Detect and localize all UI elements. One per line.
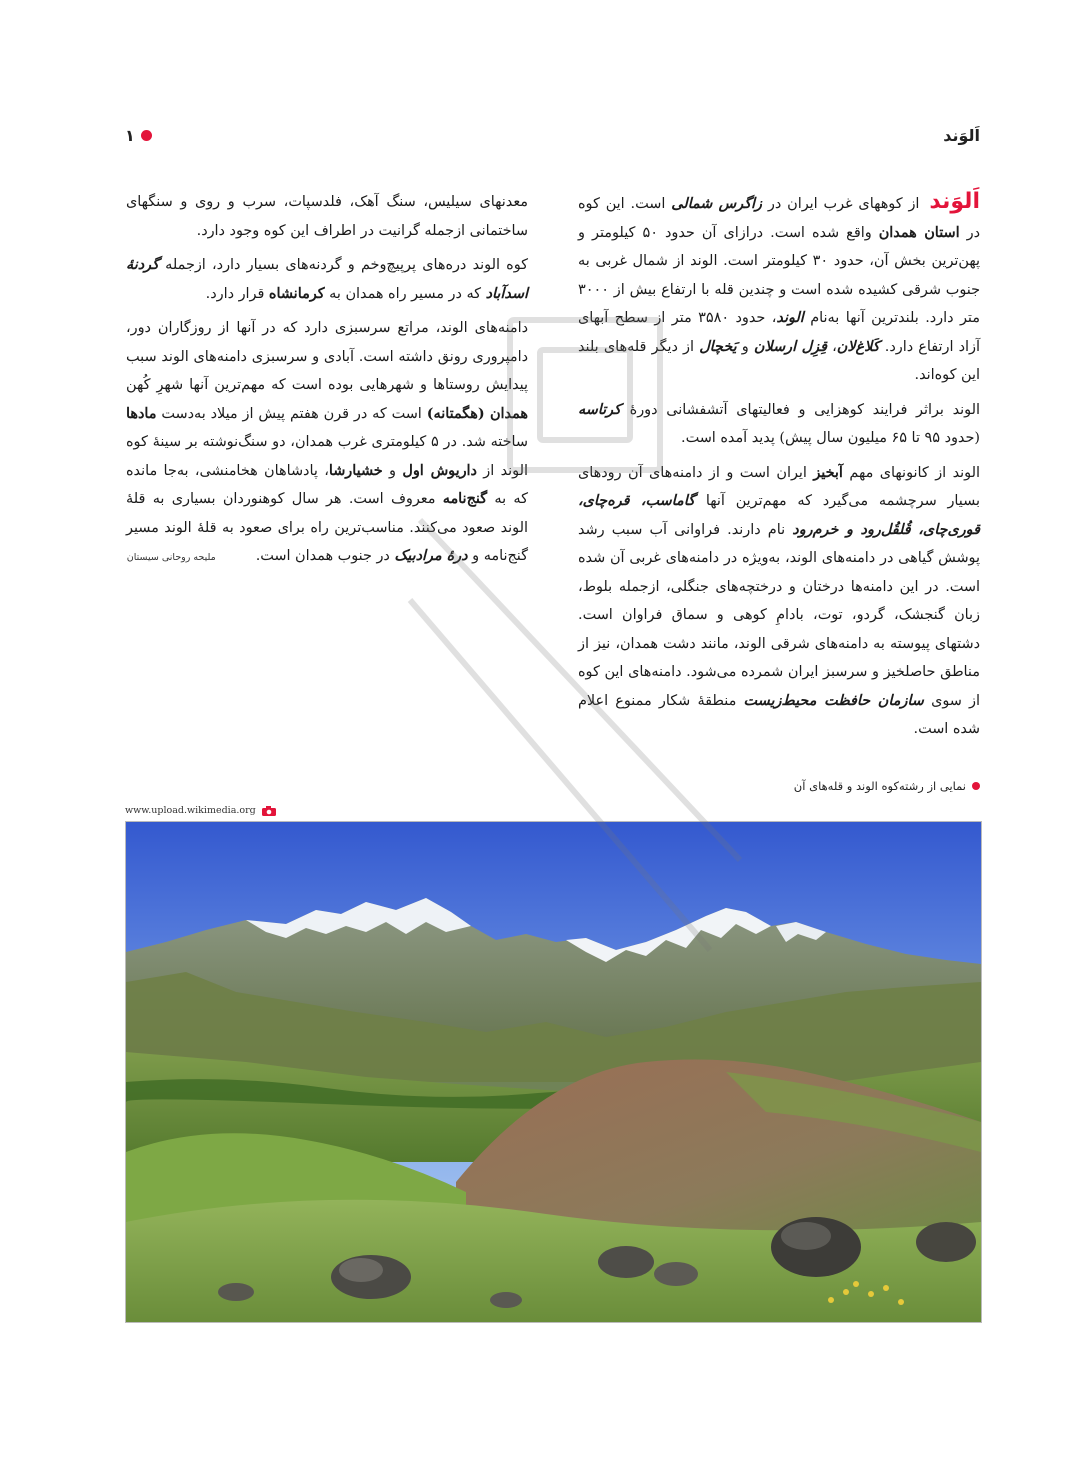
paragraph-6 bbox=[126, 314, 528, 573]
term-asadabad-pass: گردنهٔ اسدآباد bbox=[126, 256, 528, 302]
term-darius: داریوش اول bbox=[402, 461, 477, 479]
text-run: واقع شده است. درازای آن حدود ۵۰ کیلومتر و پهن‌ترین بخش آن، حدود ۳۰ کیلومتر است. الوند از شمال غربی به جنوب شرقی کشیده شده است و چندین قله با ارتفاع بیش از ۳۰۰۰ متر دارد. بلندترین آنها به‌نام bbox=[578, 224, 980, 326]
text-run: و bbox=[736, 338, 754, 355]
camera-icon bbox=[262, 806, 276, 816]
paragraph-2 bbox=[578, 396, 980, 453]
text-run: و bbox=[382, 462, 403, 479]
term-moradbeik-valley: درهٔ مرادبیک bbox=[394, 547, 468, 564]
term-kermanshah: کرمانشاه bbox=[268, 284, 325, 302]
text-run: منطقهٔ شکار ممنوع اعلام شده است. bbox=[578, 692, 980, 737]
page-header bbox=[125, 126, 980, 150]
caption-text: نمایی از رشته‌کوه الوند و قله‌های آن bbox=[793, 779, 966, 793]
article-right-column bbox=[578, 188, 980, 750]
paragraph-5 bbox=[126, 251, 528, 308]
term-alvand: الوند bbox=[776, 309, 804, 326]
text-run: معروف است. هر سال کوهنوردان بسیاری به قلهٔ الوند صعود می‌کنند. مناسب‌ترین راه برای صعود به قلهٔ الوند مسیر گنج‌نامه و bbox=[126, 491, 528, 564]
text-run: قرار دارد. bbox=[205, 285, 269, 302]
page-folio bbox=[125, 126, 152, 145]
red-dot-icon bbox=[972, 782, 980, 790]
paragraph-3 bbox=[578, 459, 980, 744]
text-run: (حدود ۹۵ تا ۶۵ میلیون سال پیش) پدید آمده است. bbox=[681, 430, 980, 446]
term-peak-ghezel: قِزِل ارسلان bbox=[753, 337, 827, 355]
red-dot-icon bbox=[141, 130, 152, 141]
running-title: اَلوَند bbox=[943, 126, 980, 145]
term-cretaceous: کرتاسه bbox=[578, 400, 621, 418]
text-run: دامنه‌های الوند، مراتع سرسبزی دارد که در آنها از روزگاران دور، دامپروری رونق داشته است. آبادی و سرسبزی دامنه‌های الوند سبب پیدایش روستاها و شهرهایی بوده است که مهم‌ترین آنها شهرِ کُهن bbox=[126, 320, 528, 393]
term-zagros: زاگرس شمالی bbox=[671, 195, 762, 212]
term-peak-yakhchal: یَخچال bbox=[699, 337, 737, 355]
author-credit: ملیحه روحانی سیستان bbox=[126, 552, 216, 563]
term-peak-kalaghlan: کَلاغ‌لان bbox=[836, 337, 880, 355]
text-run: ، bbox=[826, 338, 837, 355]
text-run: در جنوب همدان است. bbox=[255, 548, 395, 564]
entry-headword: اَلوَند bbox=[929, 189, 980, 214]
article-left-column bbox=[126, 188, 528, 579]
text-run: از کوههای غرب ایران در bbox=[762, 196, 920, 212]
text-run: که در مسیر راه همدان به bbox=[324, 285, 486, 302]
paragraph-1 bbox=[578, 188, 980, 390]
text-run: الوند براثر فرایند کوهزایی و فعالیتهای آتشفشانی دورهٔ bbox=[620, 401, 980, 418]
text-run: از دیگر قله‌های بلند این کوه‌اند. bbox=[578, 338, 980, 383]
term-watershed: آبخیز bbox=[813, 463, 843, 481]
paragraph-4: معدنهای سیلیس، سنگ آهک، فلدسپات، سرب و روی و سنگهای ساختمانی ازجمله گرانیت در اطراف این کوه وجود دارد. bbox=[126, 194, 528, 239]
text-run: ساخته شد. در ۵ کیلومتری غرب همدان، دو سنگ‌نوشته بر سینهٔ کوه الوند از bbox=[126, 434, 528, 479]
mountain-photo bbox=[125, 821, 982, 1323]
term-province: استان همدان bbox=[878, 223, 960, 241]
term-organization: سازمان حافظت محیط‌زیست bbox=[743, 691, 924, 709]
text-run: نام دارند. فراوانی آب سبب رشد پوشش گیاهی در دامنه‌های الوند، به‌ویژه در دامنه‌های غربی آن شده است. در این دامنه‌ها درختان و درختچه‌های جنگلی، ازجمله بلوط، زبان گنجشک، گردو، توت، بادامِ کوهی و سماق فراوان است. دشتهای پیوسته به دامنه‌های شرقی الوند، مانند دشت همدان، نیز از مناطق حاصلخیز و سرسبز ایران شمرده می‌شود. دامنه‌های این کوه از سوی bbox=[578, 521, 980, 709]
image-source bbox=[125, 805, 276, 816]
text-run: ایران است و از دامنه‌های آن رودهای بسیار سرچشمه می‌گیرد که مهم‌ترین آنها bbox=[578, 464, 980, 509]
term-medes: مادها bbox=[126, 404, 157, 422]
figure-caption bbox=[794, 779, 980, 793]
term-ganjnameh: گنج‌نامه bbox=[442, 490, 488, 507]
text-run: الوند از کانونهای مهم bbox=[842, 464, 980, 481]
term-hamedan: همدان (هگمتانه) bbox=[426, 404, 528, 422]
term-rivers: گاماسب، قره‌چای، قوری‌چای، قُلقُل‌رود و خرم‌رود bbox=[578, 492, 980, 538]
text-run: است. این کوه در bbox=[578, 196, 981, 241]
text-run: است که در قرن هفتم پیش از میلاد به‌دست bbox=[156, 405, 427, 422]
landscape-illustration bbox=[126, 822, 981, 1322]
text-run: ، حدود ۳۵۸۰ متر از سطح آبهای آزاد ارتفاع دارد. bbox=[578, 310, 980, 355]
text-run: ، پادشاهان هخامنشی، به‌جا مانده که به bbox=[126, 462, 528, 507]
term-xerxes: خشیارشا bbox=[328, 461, 383, 479]
source-url: www.upload.wikimedia.org bbox=[125, 805, 256, 816]
page-number: ۱ bbox=[125, 126, 135, 145]
text-run: کوه الوند دره‌های پرپیچ‌وخم و گردنه‌های بسیار دارد، ازجمله bbox=[158, 257, 528, 273]
